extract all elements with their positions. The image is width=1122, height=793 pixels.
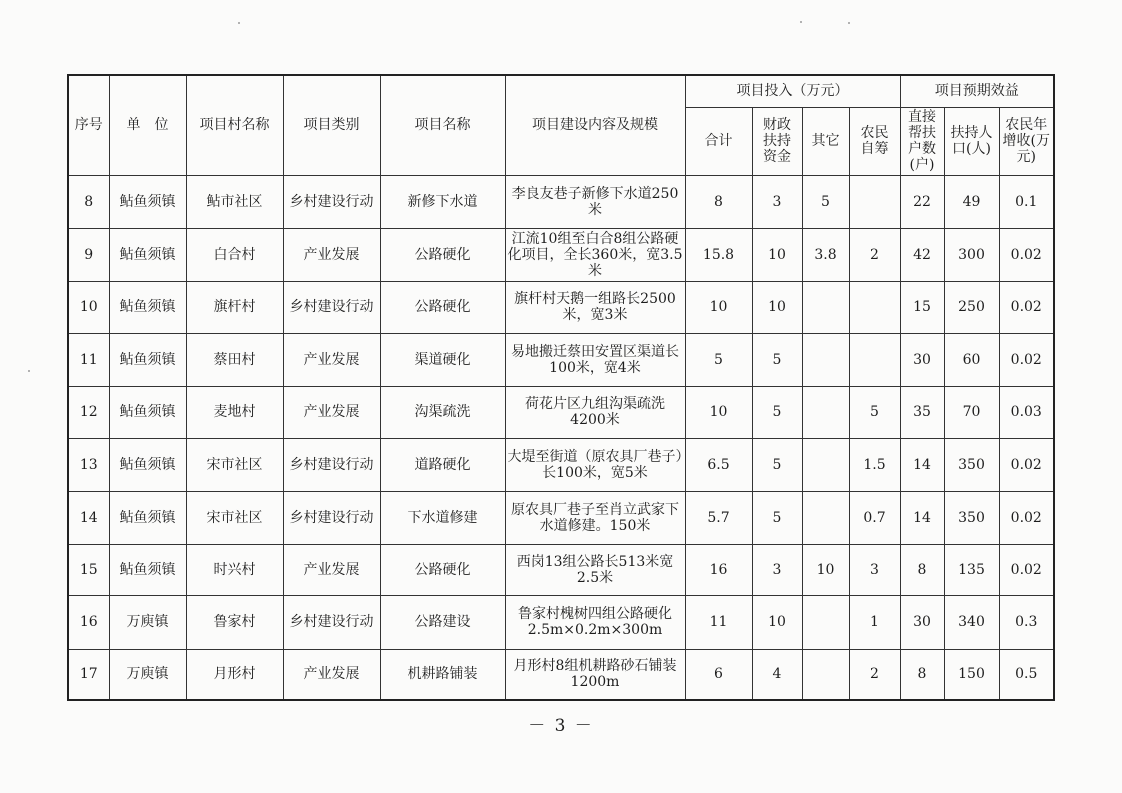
cell-seq: 9 (68, 228, 109, 281)
cell-seq: 15 (68, 544, 109, 595)
cell-fiscal: 10 (752, 281, 802, 333)
cell-income: 0.02 (999, 333, 1054, 386)
cell-other (802, 595, 849, 649)
table-row (68, 386, 1054, 438)
cell-category: 产业发展 (283, 228, 380, 281)
cell-project-name: 公路硬化 (380, 281, 505, 333)
cell-project-name: 新修下水道 (380, 175, 505, 228)
scan-speck (28, 370, 30, 372)
cell-category: 乡村建设行动 (283, 438, 380, 491)
cell-other (802, 438, 849, 491)
cell-unit: 鲇鱼须镇 (109, 333, 186, 386)
cell-fiscal: 10 (752, 228, 802, 281)
cell-households: 8 (900, 544, 944, 595)
cell-seq: 14 (68, 491, 109, 544)
header-self-raised: 农民自筹 (849, 107, 900, 175)
cell-income: 0.02 (999, 438, 1054, 491)
cell-income: 0.02 (999, 544, 1054, 595)
cell-project-name: 沟渠疏洗 (380, 386, 505, 438)
cell-total: 6.5 (685, 438, 752, 491)
cell-content: 李良友巷子新修下水道250米 (505, 175, 685, 228)
cell-population: 150 (944, 649, 999, 700)
cell-self-raised (849, 175, 900, 228)
cell-village: 蔡田村 (186, 333, 283, 386)
cell-project-name: 公路硬化 (380, 228, 505, 281)
cell-category: 乡村建设行动 (283, 175, 380, 228)
table-row (68, 175, 1054, 228)
table-row (68, 438, 1054, 491)
cell-households: 42 (900, 228, 944, 281)
cell-seq: 16 (68, 595, 109, 649)
cell-population: 350 (944, 491, 999, 544)
cell-population: 250 (944, 281, 999, 333)
cell-content: 江流10组至白合8组公路硬化项目，全长360米，宽3.5米 (505, 228, 685, 281)
cell-project-name: 公路建设 (380, 595, 505, 649)
cell-households: 30 (900, 333, 944, 386)
cell-self-raised: 3 (849, 544, 900, 595)
table-row (68, 649, 1054, 700)
cell-other (802, 649, 849, 700)
cell-content: 月形村8组机耕路砂石铺装1200m (505, 649, 685, 700)
cell-households: 15 (900, 281, 944, 333)
cell-fiscal: 4 (752, 649, 802, 700)
cell-category: 乡村建设行动 (283, 595, 380, 649)
cell-unit: 万庾镇 (109, 595, 186, 649)
cell-self-raised: 1 (849, 595, 900, 649)
cell-unit: 鲇鱼须镇 (109, 544, 186, 595)
cell-fiscal: 3 (752, 175, 802, 228)
cell-village: 宋市社区 (186, 438, 283, 491)
cell-village: 白合村 (186, 228, 283, 281)
cell-category: 乡村建设行动 (283, 491, 380, 544)
cell-population: 70 (944, 386, 999, 438)
cell-population: 300 (944, 228, 999, 281)
scan-speck (848, 22, 850, 24)
cell-households: 30 (900, 595, 944, 649)
cell-content: 易地搬迁蔡田安置区渠道长100米，宽4米 (505, 333, 685, 386)
table-row (68, 595, 1054, 649)
cell-other: 5 (802, 175, 849, 228)
cell-unit: 鲇鱼须镇 (109, 438, 186, 491)
scan-speck (238, 22, 240, 24)
cell-unit: 万庾镇 (109, 649, 186, 700)
cell-fiscal: 5 (752, 386, 802, 438)
cell-population: 340 (944, 595, 999, 649)
table-row (68, 228, 1054, 281)
cell-self-raised: 5 (849, 386, 900, 438)
table-row (68, 333, 1054, 386)
header-village: 项目村名称 (186, 75, 283, 175)
cell-project-name: 渠道硬化 (380, 333, 505, 386)
cell-income: 0.03 (999, 386, 1054, 438)
cell-village: 鲁家村 (186, 595, 283, 649)
cell-content: 大堤至街道（原农具厂巷子）长100米，宽5米 (505, 438, 685, 491)
cell-income: 0.02 (999, 228, 1054, 281)
cell-total: 5.7 (685, 491, 752, 544)
cell-income: 0.02 (999, 281, 1054, 333)
header-investment-group: 项目投入（万元） (685, 75, 900, 107)
cell-content: 荷花片区九组沟渠疏洗4200米 (505, 386, 685, 438)
cell-self-raised: 2 (849, 228, 900, 281)
cell-households: 14 (900, 438, 944, 491)
cell-households: 8 (900, 649, 944, 700)
cell-other (802, 491, 849, 544)
table-body (68, 175, 1054, 700)
header-households: 直接帮扶户数(户) (900, 107, 944, 175)
header-population: 扶持人口(人) (944, 107, 999, 175)
cell-category: 乡村建设行动 (283, 281, 380, 333)
cell-seq: 13 (68, 438, 109, 491)
cell-project-name: 机耕路铺装 (380, 649, 505, 700)
cell-total: 5 (685, 333, 752, 386)
scan-speck (800, 21, 802, 23)
cell-unit: 鲇鱼须镇 (109, 281, 186, 333)
cell-content: 西岗13组公路长513米宽2.5米 (505, 544, 685, 595)
cell-village: 时兴村 (186, 544, 283, 595)
table-header (68, 75, 1054, 175)
cell-other (802, 333, 849, 386)
header-seq: 序号 (68, 75, 109, 175)
header-benefit-group: 项目预期效益 (900, 75, 1054, 107)
cell-category: 产业发展 (283, 544, 380, 595)
cell-seq: 10 (68, 281, 109, 333)
cell-other (802, 386, 849, 438)
header-content: 项目建设内容及规模 (505, 75, 685, 175)
cell-households: 22 (900, 175, 944, 228)
header-category: 项目类别 (283, 75, 380, 175)
cell-self-raised (849, 281, 900, 333)
cell-other: 3.8 (802, 228, 849, 281)
cell-project-name: 道路硬化 (380, 438, 505, 491)
cell-category: 产业发展 (283, 386, 380, 438)
cell-population: 135 (944, 544, 999, 595)
cell-unit: 鲇鱼须镇 (109, 228, 186, 281)
cell-self-raised: 1.5 (849, 438, 900, 491)
header-name: 项目名称 (380, 75, 505, 175)
cell-village: 鲇市社区 (186, 175, 283, 228)
cell-other (802, 281, 849, 333)
cell-total: 15.8 (685, 228, 752, 281)
cell-households: 35 (900, 386, 944, 438)
cell-content: 原农具厂巷子至肖立武家下水道修建。150米 (505, 491, 685, 544)
cell-fiscal: 5 (752, 491, 802, 544)
cell-fiscal: 3 (752, 544, 802, 595)
cell-income: 0.02 (999, 491, 1054, 544)
cell-fiscal: 5 (752, 333, 802, 386)
cell-total: 16 (685, 544, 752, 595)
cell-project-name: 公路硬化 (380, 544, 505, 595)
project-table (67, 74, 1055, 701)
header-unit: 单 位 (109, 75, 186, 175)
header-income: 农民年增收(万元) (999, 107, 1054, 175)
header-fiscal: 财政扶持资金 (752, 107, 802, 175)
cell-category: 产业发展 (283, 649, 380, 700)
cell-seq: 12 (68, 386, 109, 438)
cell-income: 0.1 (999, 175, 1054, 228)
cell-total: 10 (685, 386, 752, 438)
cell-content: 旗杆村天鹅一组路长2500米，宽3米 (505, 281, 685, 333)
cell-content: 鲁家村槐树四组公路硬化2.5m×0.2m×300m (505, 595, 685, 649)
cell-total: 8 (685, 175, 752, 228)
cell-unit: 鲇鱼须镇 (109, 491, 186, 544)
cell-village: 旗杆村 (186, 281, 283, 333)
cell-seq: 17 (68, 649, 109, 700)
cell-unit: 鲇鱼须镇 (109, 175, 186, 228)
cell-total: 6 (685, 649, 752, 700)
cell-seq: 11 (68, 333, 109, 386)
cell-seq: 8 (68, 175, 109, 228)
cell-population: 49 (944, 175, 999, 228)
header-other: 其它 (802, 107, 849, 175)
table-row (68, 491, 1054, 544)
cell-households: 14 (900, 491, 944, 544)
page-number: － 3 － (528, 716, 594, 736)
cell-self-raised: 2 (849, 649, 900, 700)
cell-population: 350 (944, 438, 999, 491)
header-total: 合计 (685, 107, 752, 175)
cell-self-raised: 0.7 (849, 491, 900, 544)
cell-village: 麦地村 (186, 386, 283, 438)
cell-income: 0.5 (999, 649, 1054, 700)
cell-fiscal: 5 (752, 438, 802, 491)
cell-fiscal: 10 (752, 595, 802, 649)
table-row (68, 281, 1054, 333)
cell-other: 10 (802, 544, 849, 595)
cell-self-raised (849, 333, 900, 386)
cell-category: 产业发展 (283, 333, 380, 386)
cell-village: 宋市社区 (186, 491, 283, 544)
cell-total: 11 (685, 595, 752, 649)
cell-project-name: 下水道修建 (380, 491, 505, 544)
table-row (68, 544, 1054, 595)
cell-village: 月形村 (186, 649, 283, 700)
cell-income: 0.3 (999, 595, 1054, 649)
cell-total: 10 (685, 281, 752, 333)
cell-unit: 鲇鱼须镇 (109, 386, 186, 438)
cell-population: 60 (944, 333, 999, 386)
